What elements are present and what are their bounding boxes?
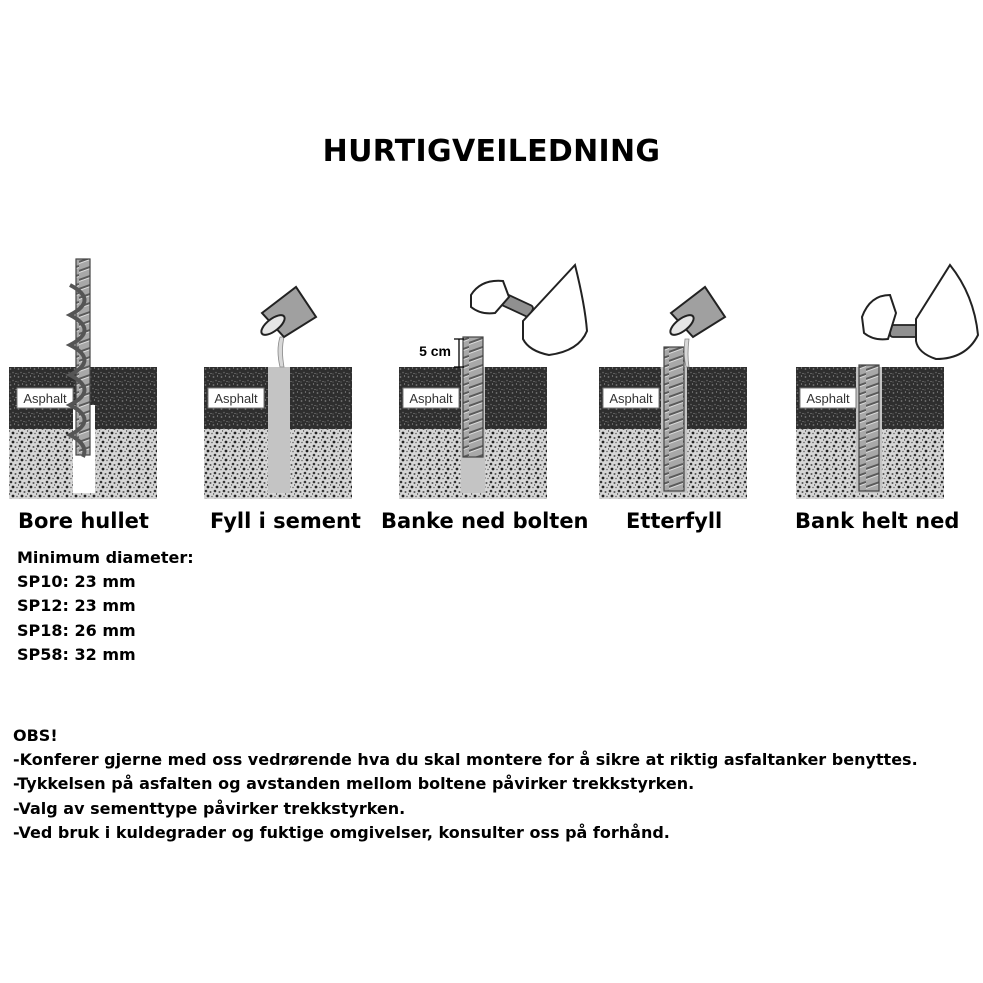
cement-stream (684, 339, 689, 367)
note-item: -Konferer gjerne med oss vedrørende hva du skal montere for å sikre at riktig asfaltanker benyttes. (13, 750, 918, 770)
step-label-3: Banke ned bolten (381, 509, 589, 533)
step-1-illustration (9, 255, 159, 500)
hammer-icon (862, 295, 924, 339)
ground-label: Asphalt (23, 391, 67, 406)
cup-icon (258, 287, 316, 338)
spec-item: SP12: 23 mm (17, 596, 136, 616)
measure-label: 5 cm (419, 343, 451, 359)
hand-icon (523, 265, 587, 355)
note-item: -Valg av sementtype påvirker trekkstyrken. (13, 798, 406, 818)
cement-fill (268, 367, 290, 493)
spec-item: SP10: 23 mm (17, 572, 136, 592)
bolt-icon (664, 347, 684, 491)
ground-label: Asphalt (214, 391, 258, 406)
ground-label: Asphalt (806, 391, 850, 406)
notes-section (13, 724, 918, 845)
bolt-icon (463, 337, 483, 457)
cup-icon (667, 287, 725, 338)
note-item: -Tykkelsen på asfalten og avstanden mellom boltene påvirker trekkstyrken. (13, 774, 695, 794)
diameter-specs (17, 546, 194, 667)
hammer-fully-diagram (796, 255, 946, 500)
page-title: HURTIGVEILEDNING (322, 134, 661, 169)
step-2-illustration (204, 255, 354, 500)
cement-stream (278, 337, 284, 367)
spec-item: SP18: 26 mm (17, 620, 136, 640)
bolt-icon (859, 365, 879, 491)
cement-diagram (204, 255, 354, 500)
note-item: -Ved bruk i kuldegrader og fuktige omgivelser, konsulter oss på forhånd. (13, 822, 670, 842)
hand-icon (916, 265, 978, 359)
step-3-illustration (399, 255, 549, 500)
specs-heading: Minimum diameter: (17, 548, 194, 567)
step-label-5: Bank helt ned (795, 509, 960, 533)
refill-diagram (599, 255, 749, 500)
drill-diagram (9, 255, 159, 500)
ground-label: Asphalt (409, 391, 453, 406)
spec-item: SP58: 32 mm (17, 644, 136, 664)
step-label-1: Bore hullet (18, 509, 149, 533)
notes-heading: OBS! (13, 726, 58, 745)
ground-label: Asphalt (609, 391, 653, 406)
step-label-4: Etterfyll (626, 509, 723, 533)
hammer-bolt-diagram (399, 255, 549, 500)
hammer-icon (471, 281, 534, 318)
step-label-2: Fyll i sement (210, 509, 361, 533)
step-4-illustration (599, 255, 749, 500)
step-5-illustration (796, 255, 946, 500)
